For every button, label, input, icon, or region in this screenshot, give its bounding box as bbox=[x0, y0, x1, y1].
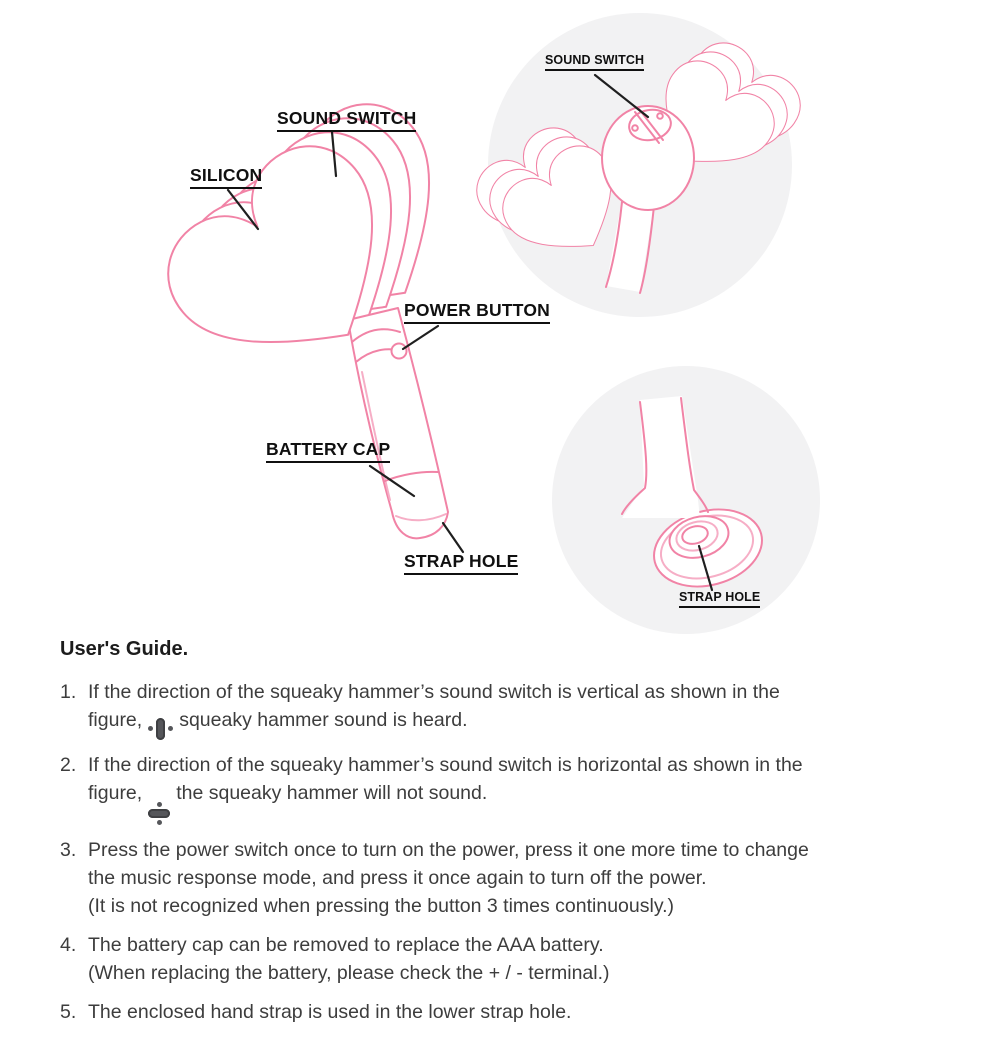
label-battery-cap: BATTERY CAP bbox=[266, 441, 390, 463]
item-number: 4. bbox=[60, 933, 77, 956]
guide-line: (When replacing the battery, please check the + / - terminal.) bbox=[88, 961, 610, 984]
label-sound-switch-detail: SOUND SWITCH bbox=[545, 54, 644, 71]
guide-line: If the direction of the squeaky hammer’s sound switch is vertical as shown in the bbox=[88, 681, 780, 703]
hammer-handle bbox=[348, 308, 448, 538]
guide-line: The enclosed hand strap is used in the lower strap hole. bbox=[88, 1000, 572, 1023]
guide-item-2 bbox=[60, 751, 975, 825]
guide-line: squeaky hammer sound is heard. bbox=[179, 709, 468, 731]
guide-line: figure, bbox=[88, 781, 143, 804]
guide-line: (It is not recognized when pressing the button 3 times continuously.) bbox=[88, 894, 675, 917]
sound-switch-horizontal-icon bbox=[148, 802, 170, 825]
guide-item-1 bbox=[60, 678, 975, 740]
guide-line: The battery cap can be removed to replace the AAA battery. bbox=[88, 933, 604, 956]
label-sound-switch: SOUND SWITCH bbox=[277, 110, 416, 132]
guide-item-5 bbox=[60, 998, 975, 1026]
item-number: 1. bbox=[60, 681, 77, 703]
label-strap-hole-detail: STRAP HOLE bbox=[679, 591, 760, 608]
guide-line: the music response mode, and press it once again to turn off the power. bbox=[88, 866, 707, 889]
item-number: 2. bbox=[60, 753, 77, 776]
guide-line: Press the power switch once to turn on the power, press it one more time to change bbox=[88, 838, 809, 861]
label-silicon: SILICON bbox=[190, 167, 262, 189]
item-number: 3. bbox=[60, 838, 77, 861]
power-button-shape bbox=[392, 344, 407, 359]
guide-item-4 bbox=[60, 931, 975, 987]
item-number: 5. bbox=[60, 1000, 77, 1023]
users-guide bbox=[60, 638, 975, 1037]
label-power-button: POWER BUTTON bbox=[404, 302, 550, 324]
guide-line: figure, bbox=[88, 709, 143, 731]
guide-item-3 bbox=[60, 836, 975, 920]
label-strap-hole: STRAP HOLE bbox=[404, 553, 518, 575]
guide-title: User's Guide. bbox=[60, 638, 189, 660]
guide-line: the squeaky hammer will not sound. bbox=[176, 781, 488, 804]
leader-strap-hole bbox=[443, 523, 463, 552]
sound-switch-vertical-icon bbox=[148, 718, 173, 740]
guide-line: If the direction of the squeaky hammer’s sound switch is horizontal as shown in the bbox=[88, 753, 803, 776]
leader-power-button bbox=[403, 326, 438, 349]
